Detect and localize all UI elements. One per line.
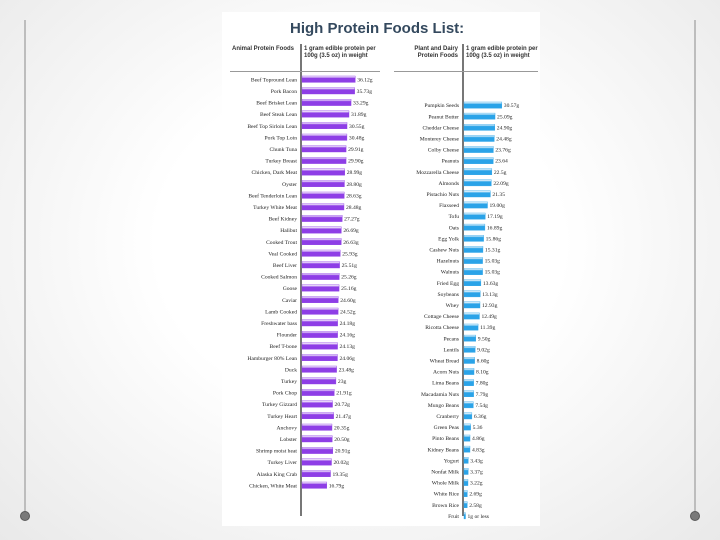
plant-bar [464,246,483,252]
animal-category-label: Turkey Gizzard [261,402,297,409]
plant-value-label: 24.90g [496,125,513,132]
animal-bar [302,459,332,465]
plant-value-label: 5.36 [472,425,483,432]
plant-value-label: 15.03g [484,269,500,276]
animal-value-label: 21.91g [336,390,352,397]
plant-bar [464,491,467,497]
plant-bar [464,313,479,319]
plant-bar [464,479,468,485]
animal-bar [302,273,339,279]
plant-value-label: 23.76g [495,147,511,154]
plant-bar [464,191,490,197]
plant-value-label: 7.80g [475,380,489,387]
animal-value-label: 29.90g [348,158,364,165]
plant-category-label: Tofu [448,214,459,221]
animal-bar [302,122,347,128]
plant-category-label: Pecans [443,336,459,343]
animal-value-label: 24.06g [339,355,355,362]
plant-bar [464,113,495,119]
plant-category-label: Peanuts [441,158,459,165]
plant-value-label: 3.22g [469,480,483,487]
plant-category-label: Flaxseed [439,203,459,210]
plant-value-label: 2.69g [469,491,482,498]
animal-bar [302,331,338,337]
plant-category-label: White Rice [433,491,459,498]
plant-value-label: 15.03g [484,258,500,265]
plant-category-label: Ricotta Cheese [425,325,459,332]
plant-value-label: 9.50g [477,336,491,343]
animal-value-label: 20.91g [334,448,351,455]
plant-category-label: Lima Beans [432,380,459,387]
animal-value-label: 20.35g [333,425,350,432]
plant-category-label: Cheddar Cheese [422,125,459,132]
animal-category-label: Lamb Cooked [265,309,297,316]
plant-category-label: Colby Cheese [427,147,459,154]
plant-category-label: Fried Egg [436,280,459,287]
animal-value-label: 21.47g [335,413,352,420]
plant-category-header: Plant and Dairy Protein Foods [414,46,458,59]
animal-value-label: 23g [337,379,347,385]
animal-category-label: Lobster [279,437,297,443]
animal-category-label: Pork Chop [272,390,297,397]
plant-bar [464,446,470,452]
plant-category-label: Whey [445,303,459,309]
animal-value-label: 26.69g [343,228,359,235]
plant-value-label: 8.10g [476,369,489,376]
animal-value-label: 23.48g [338,367,354,374]
animal-bar [302,227,341,233]
animal-bar [302,215,342,221]
plant-category-label: Green Peas [433,425,459,432]
animal-bar [302,99,351,105]
animal-category-label: Cooked Salmon [261,274,297,281]
animal-category-label: Turkey Breast [265,158,297,165]
animal-value-label: 28.99g [346,170,363,177]
plant-category-label: Monterey Cheese [419,136,459,143]
animal-bar [302,320,338,326]
animal-bar [302,378,336,384]
protein-chart-sheet [222,12,540,526]
animal-category-label: Flounder [276,332,297,339]
animal-category-label: Oyster [282,181,297,188]
plant-bar [464,135,494,141]
plant-value-label: 4.86g [472,436,485,443]
plant-bar [464,457,468,463]
animal-category-header: Animal Protein Foods [231,46,294,52]
right-rail [694,20,696,512]
plant-value-label: 17.19g [487,214,503,221]
plant-value-label: 15.31g [484,247,501,254]
plant-bar [464,202,488,208]
animal-bar [302,470,331,476]
animal-category-label: Chunk Tuna [269,147,297,153]
animal-bar [302,111,349,117]
plant-bar [464,357,475,363]
plant-value-label: 3.43g [470,458,483,465]
plant-bar [464,102,502,108]
plant-bar [464,424,471,430]
plant-value-label: 15.86g [485,236,502,243]
plant-value-label: 23.64 [495,158,508,165]
plant-value-label: 7.54g [475,402,488,409]
animal-value-label: 30.48g [348,135,365,142]
plant-bar [464,280,481,286]
animal-category-label: Goose [282,286,297,293]
animal-bar [302,401,333,407]
plant-category-label: Wheat Bread [429,358,459,365]
animal-category-label: Hamburger 80% Lean [247,355,297,362]
animal-bar [302,88,355,94]
plant-value-label: 25.09g [497,114,513,121]
plant-bar [464,380,474,386]
animal-value-label: 35.73g [356,89,373,95]
animal-bar [302,436,332,442]
animal-value-label: 19.35g [332,471,348,478]
plant-value-label: 3.37g [470,469,483,476]
animal-value-label: 24.60g [340,297,356,304]
animal-bar [302,424,332,430]
animal-value-label: 25.16g [341,286,357,293]
plant-category-label: Soybeans [437,291,459,298]
animal-bar [302,285,339,291]
plant-bar [464,468,468,474]
animal-category-label: Shrimp moist heat [255,448,297,455]
animal-bar [302,238,341,244]
animal-category-label: Beef Top Sirloin Lean [247,123,297,130]
animal-bar [302,482,327,488]
animal-value-label: 36.12g [357,77,373,84]
plant-category-label: Hazelnuts [436,258,459,265]
animal-bar [302,146,346,152]
plant-category-label: Nonfat Milk [431,469,459,476]
animal-bar [302,76,355,82]
animal-value-label: 24.52g [340,309,356,316]
plant-category-label: Walnuts [440,269,459,276]
animal-bar [302,354,337,360]
plant-bar [464,146,493,152]
animal-value-label: 28.48g [345,205,362,211]
plant-bar [464,502,467,508]
plant-bar [464,513,466,519]
plant-category-label: Oats [448,225,459,232]
plant-value-label: 4.83g [471,447,485,454]
animal-value-label: 24.18g [339,321,356,327]
plant-category-label: Lentils [443,347,459,354]
plant-bar [464,257,483,263]
plant-bar [464,235,484,241]
animal-value-label: 31.89g [350,112,367,119]
plant-category-label: Cranberry [436,414,459,420]
plant-category-label: Almonds [438,180,459,187]
plant-value-label: 7.79g [475,391,489,398]
plant-category-label: Yogurt [443,458,459,465]
plant-category-label: Brown Rice [432,502,459,509]
plant-value-label: 16.89g [486,225,503,232]
plant-category-label: Pistachio Nuts [426,192,459,198]
protein-bar-chart [222,12,540,526]
animal-category-label: Alaska King Crab [256,471,297,478]
animal-value-label: 24.13g [339,344,355,351]
animal-bar [302,447,333,453]
animal-category-label: Turkey Liver [267,460,297,467]
animal-bar [302,180,344,186]
animal-bar [302,412,334,418]
animal-value-label: 29.91g [348,147,364,153]
animal-value-label: 24.16g [339,332,355,339]
animal-category-label: Turkey White Meat [253,205,297,211]
right-bullet-dot [690,511,700,521]
plant-value-label: 22.09g [493,180,509,187]
animal-bar [302,296,338,302]
animal-category-label: Anchovy [276,425,297,432]
animal-category-label: Beef T-bone [269,344,297,351]
plant-value-header: 1 gram edible protein per 100g (3.5 oz) in weight [466,46,538,59]
animal-bar [302,204,344,210]
plant-category-label: Fruit [448,513,459,520]
animal-value-label: 16.79g [328,483,345,490]
animal-category-label: Pork Top Loin [264,135,297,142]
animal-category-label: Beef Liver [272,263,297,269]
plant-value-label: 12.49g [481,314,497,321]
plant-bar [464,124,495,130]
plant-category-label: Mungo Beans [427,402,459,409]
plant-bar [464,391,474,397]
animal-category-label: Cooked Trout [266,239,297,246]
animal-value-header: 1 gram edible protein per 100g (3.5 oz) in weight [304,46,376,59]
plant-value-label: 11.39g [480,325,496,332]
animal-value-label: 26.63g [343,239,359,246]
plant-bar [464,346,475,352]
plant-value-label: 21.35 [492,192,506,198]
plant-value-label: 9.02g [477,347,490,354]
animal-category-label: Turkey Heart [267,413,297,420]
animal-category-label: Duck [284,367,297,374]
plant-value-label: 13.13g [482,291,498,298]
animal-bar [302,169,345,175]
plant-bar [464,213,485,219]
animal-bar [302,134,347,140]
plant-bar [464,224,485,230]
animal-category-label: Beef Topround Lean [250,77,297,84]
plant-category-label: Peanut Butter [428,114,459,121]
plant-bar [464,335,476,341]
plant-bar [464,291,480,297]
animal-bar [302,389,334,395]
plant-bar [464,269,483,275]
plant-bar [464,180,491,186]
animal-category-label: Turkey [281,379,297,385]
chart-title: High Protein Foods List: [290,20,465,37]
animal-value-label: 30.55g [349,123,365,130]
plant-value-label: 12.93g [481,303,498,309]
plant-category-label: Pumpkin Seeds [424,103,459,110]
plant-value-label: 30.57g [503,103,520,110]
plant-value-label: 2.58g [469,502,482,509]
plant-category-label: Pinto Beans [432,436,459,443]
plant-category-label: Mozzarella Cheese [416,169,459,176]
animal-value-label: 25.93g [342,251,358,258]
animal-category-label: Freshwater bass [261,321,297,327]
animal-bar [302,308,338,314]
plant-bar [464,368,474,374]
animal-value-label: 33.29g [353,100,369,107]
plant-value-label: 6.36g [473,414,487,420]
animal-bar [302,250,340,256]
plant-value-label: 8.60g [476,358,490,365]
plant-bar [464,435,470,441]
animal-category-label: Beef Tenderloin Lean [248,193,297,200]
animal-bar [302,343,338,349]
plant-category-label: Acorn Nuts [433,369,459,376]
plant-category-label: Whole Milk [431,480,459,487]
plant-category-label: Cottage Cheese [424,314,459,321]
plant-category-label: Kidney Beans [427,447,459,454]
animal-value-label: 20.02g [333,460,349,467]
animal-bar [302,192,344,198]
plant-bar [464,402,473,408]
left-rail [24,20,26,512]
plant-category-label: Macadamia Nuts [420,391,459,398]
animal-value-label: 20.50g [334,437,350,443]
plant-category-label: Cashew Nuts [429,247,459,254]
plant-value-label: 13.63g [482,280,499,287]
animal-value-label: 27.27g [344,216,360,223]
animal-category-label: Pork Bacon [270,89,297,95]
plant-value-label: 24.48g [496,136,512,143]
plant-value-label: 1g or less [467,513,489,520]
animal-category-label: Chicken, White Meat [249,483,297,490]
animal-bar [302,366,337,372]
animal-value-label: 28.63g [346,193,362,200]
animal-bar [302,262,340,268]
animal-bar [302,157,346,163]
left-bullet-dot [20,511,30,521]
animal-category-label: Chicken, Dark Meat [251,170,297,177]
animal-category-label: Beef Steak Lean [260,112,297,119]
plant-value-label: 19.00g [489,203,505,210]
plant-category-label: Egg Yolk [438,236,459,243]
animal-category-label: Caviar [282,297,297,304]
animal-category-label: Veal Cooked [268,251,297,258]
plant-bar [464,324,478,330]
animal-value-label: 20.72g [334,402,350,409]
plant-bar [464,302,480,308]
animal-category-label: Halibut [280,228,297,235]
animal-category-label: Beef Brisket Lean [256,100,297,107]
animal-value-label: 25.26g [341,274,357,281]
plant-bar [464,158,493,164]
plant-bar [464,413,472,419]
plant-value-label: 22.5g [493,169,507,176]
plant-bar [464,169,492,175]
animal-category-label: Beef Kidney [268,216,297,223]
animal-value-label: 25.51g [341,263,357,269]
animal-value-label: 28.80g [346,181,362,188]
